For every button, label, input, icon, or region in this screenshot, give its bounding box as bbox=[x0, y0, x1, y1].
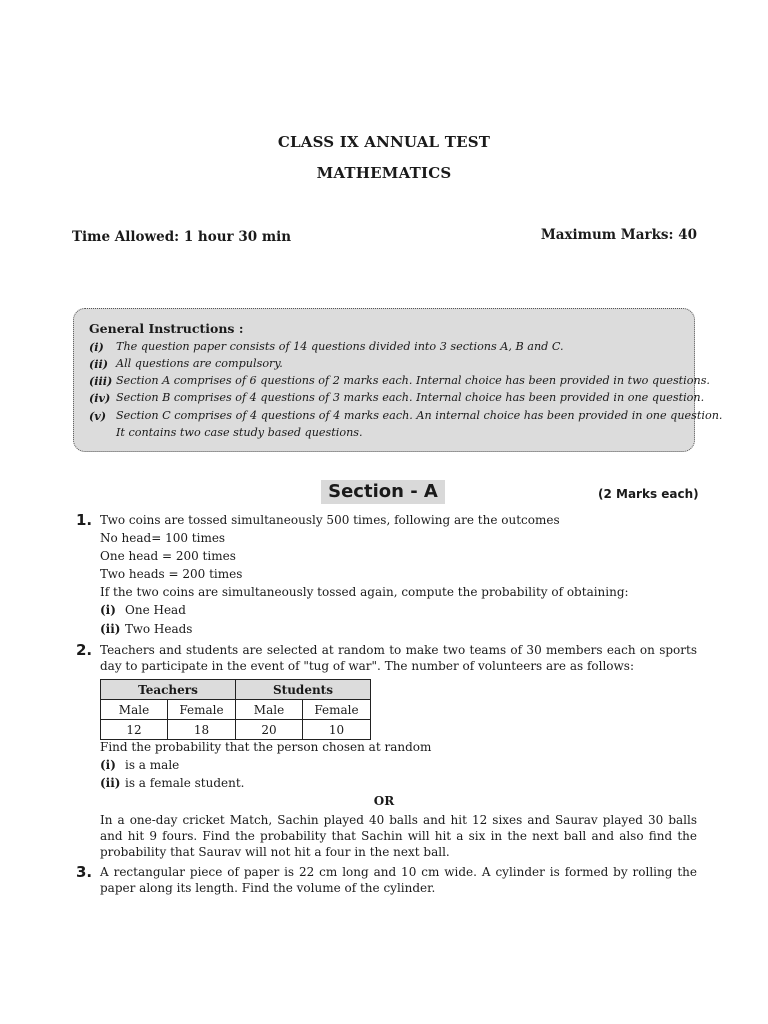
table-header-row bbox=[101, 680, 371, 700]
question-text: A rectangular piece of paper is 22 cm long and 10 cm wide. A cylinder is formed by rolling the paper along its length. Find the volume of the cylinder. bbox=[100, 865, 697, 895]
subpart-number: (i) bbox=[100, 758, 116, 772]
question-text: In a one-day cricket Match, Sachin played 40 balls and hit 12 sixes and Saurav played 30 balls and hit 9 fours. Find the probability that Sachin will hit a six in the next ball and also find the probability that Saurav will not hit a four in the next ball. bbox=[100, 813, 697, 859]
section-title: Section - A bbox=[321, 480, 445, 504]
question-text: If the two coins are simultaneously tossed again, compute the probability of obtaining: bbox=[100, 585, 629, 599]
table-group-header: Students bbox=[236, 680, 371, 700]
instruction-number: (iii) bbox=[89, 374, 113, 388]
instruction-text: Section A comprises of 6 questions of 2 marks each. Internal choice has been provided in two questions. bbox=[116, 374, 710, 387]
question-text: Find the probability that the person chosen at random bbox=[100, 740, 432, 754]
subpart-number: (ii) bbox=[100, 622, 121, 636]
paper-title: CLASS IX ANNUAL TEST bbox=[277, 133, 491, 151]
question-text: Two heads = 200 times bbox=[100, 567, 243, 581]
question-text: No head= 100 times bbox=[100, 531, 226, 545]
question-number: 1. bbox=[76, 511, 93, 529]
or-label: OR bbox=[373, 794, 395, 808]
table-cell: 12 bbox=[101, 720, 168, 740]
table-subheader: Male bbox=[101, 700, 168, 720]
table-cell: 10 bbox=[303, 720, 371, 740]
subpart-number: (i) bbox=[100, 603, 116, 617]
time-allowed: Time Allowed: 1 hour 30 min bbox=[72, 229, 292, 245]
instructions-heading: General Instructions : bbox=[89, 321, 244, 336]
table-group-header: Teachers bbox=[101, 680, 236, 700]
subpart-text: Two Heads bbox=[125, 622, 193, 636]
table-cell: 20 bbox=[236, 720, 303, 740]
instruction-text: It contains two case study based questions. bbox=[116, 426, 363, 439]
instruction-number: (iv) bbox=[89, 391, 111, 405]
table-subheader: Female bbox=[303, 700, 371, 720]
instruction-text: Section B comprises of 4 questions of 3 marks each. Internal choice has been provided in one question. bbox=[116, 391, 705, 404]
instruction-text: All questions are compulsory. bbox=[116, 357, 283, 370]
question-text: Teachers and students are selected at random to make two teams of 30 members each on sports day to participate in the event of "tug of war". The number of volunteers are as follows: bbox=[100, 643, 697, 673]
table-row bbox=[101, 700, 371, 720]
table-subheader: Male bbox=[236, 700, 303, 720]
instruction-number: (v) bbox=[89, 409, 107, 423]
question-number: 2. bbox=[76, 641, 93, 659]
instruction-number: (i) bbox=[89, 340, 104, 354]
instruction-number: (ii) bbox=[89, 357, 109, 371]
subpart-text: is a male bbox=[125, 758, 180, 772]
instruction-text: The question paper consists of 14 questions divided into 3 sections A, B and C. bbox=[116, 340, 564, 353]
subpart-number: (ii) bbox=[100, 776, 121, 790]
subpart-text: is a female student. bbox=[125, 776, 245, 790]
instruction-text: Section C comprises of 4 questions of 4 marks each. An internal choice has been provided in one question. bbox=[116, 409, 723, 422]
volunteers-table bbox=[100, 679, 371, 740]
table-row bbox=[101, 720, 371, 740]
section-marks: (2 Marks each) bbox=[598, 487, 699, 501]
question-number: 3. bbox=[76, 863, 93, 881]
question-text: One head = 200 times bbox=[100, 549, 236, 563]
table-cell: 18 bbox=[168, 720, 236, 740]
subject-title: MATHEMATICS bbox=[316, 164, 452, 182]
subpart-text: One Head bbox=[125, 603, 186, 617]
question-text: Two coins are tossed simultaneously 500 times, following are the outcomes bbox=[100, 513, 560, 527]
table-subheader: Female bbox=[168, 700, 236, 720]
maximum-marks: Maximum Marks: 40 bbox=[540, 227, 697, 243]
